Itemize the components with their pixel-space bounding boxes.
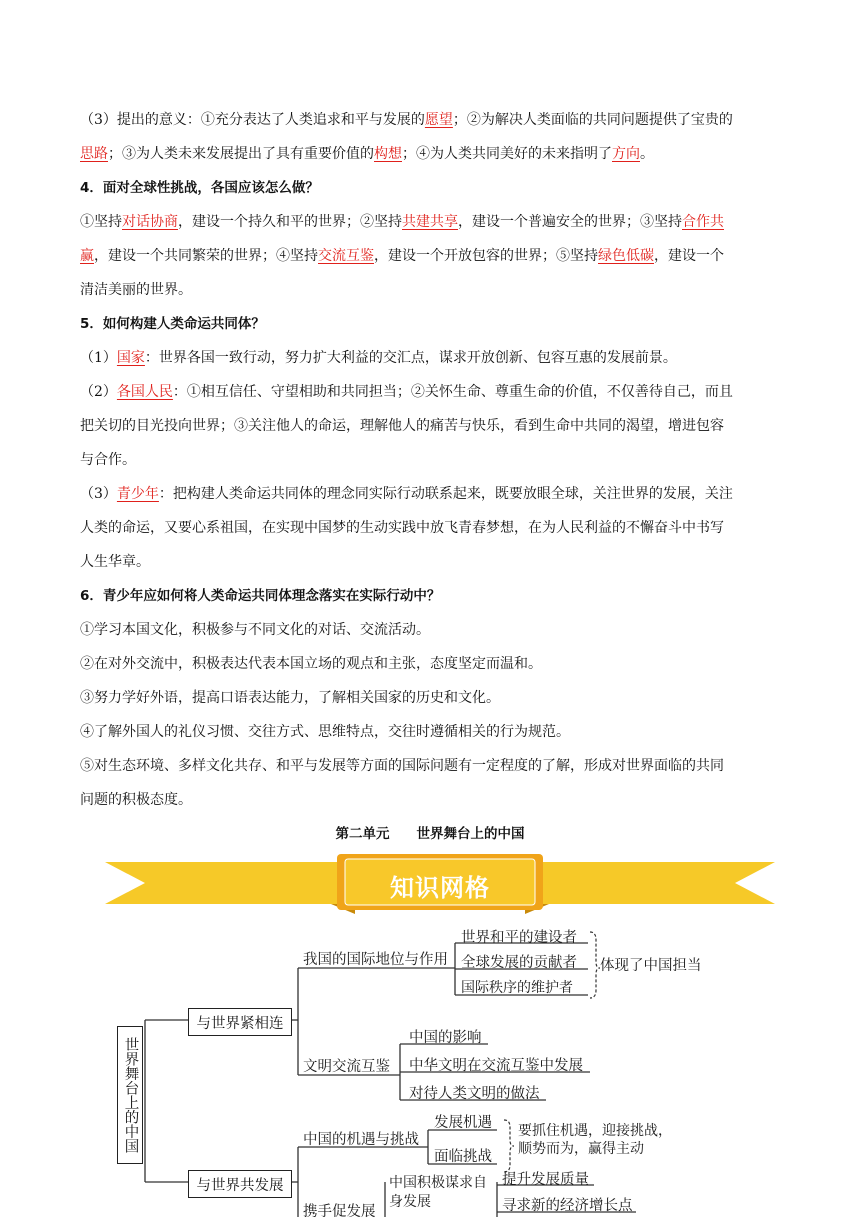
mindmap-node: 文明交流互鉴 [303,1059,390,1075]
q5-p2-line-2: 把关切的目光投向世界；③关注他人的命运，理解他人的痛苦与快乐，看到生命中共同的渴望，增进包容 [80,418,724,434]
mindmap-branch-2: 与世界共发展 [188,1170,292,1198]
mindmap-node: 国际秩序的维护者 [461,980,573,996]
significance-line-2 [80,144,654,164]
answer-blank: 方向 [612,146,640,162]
note-line: 顺势而为，赢得主动 [518,1141,644,1157]
mindmap-node [389,1174,487,1212]
q4-line-1 [80,212,724,232]
mindmap-node: 世界和平的建设者 [461,930,577,946]
significance-line-1 [80,110,733,130]
answer-blank: 各国人民 [116,384,173,400]
answer-blank: 思路 [80,146,108,162]
q5-p2-line-1 [80,382,733,402]
answer-blank: 赢 [80,248,94,264]
q6-item-2: ②在对外交流中，积极表达代表本国立场的观点和主张，态度坚定而温和。 [80,656,542,672]
q4-line-2 [80,246,724,266]
answer-blank: 共建共享 [402,214,458,230]
q5-p1 [80,348,677,368]
text: ，建设一个普遍安全的世界；③坚持 [458,214,682,230]
text: ，建设一个持久和平的世界；②坚持 [178,214,402,230]
answer-blank: 合作共 [682,214,724,230]
note-line: 要抓住机遇，迎接挑战， [518,1123,672,1139]
q5-p3-line-2: 人类的命运，又要心系祖国，在实现中国梦的生动实践中放飞青春梦想，在为人民利益的不懈奋斗中书写 [80,520,724,536]
answer-blank: 对话协商 [122,214,178,230]
banner-ribbon-left [105,862,355,904]
mindmap-branch-1: 与世界紧相连 [188,1008,292,1036]
mindmap-node: 对待人类文明的做法 [409,1086,540,1102]
answer-blank: 交流互鉴 [318,248,374,264]
answer-blank: 青少年 [116,486,159,502]
answer-blank: 国家 [116,350,145,366]
banner-ribbon-right [525,862,775,904]
q6-item-1: ①学习本国文化，积极参与不同文化的对话、交流活动。 [80,622,430,638]
mindmap-root: 世界舞台上的中国 [117,1026,143,1164]
text: ，建设一个共同繁荣的世界；④坚持 [94,248,318,264]
mindmap-node: 发展机遇 [434,1115,492,1131]
text: （3）提出的意义：①充分表达了人类追求和平与发展的 [80,112,425,128]
mindmap-node: 我国的国际地位与作用 [303,952,448,968]
mindmap-node: 携手促发展 [303,1204,376,1220]
answer-blank: 愿望 [424,112,453,128]
q6-item-3: ③努力学好外语，提高口语表达能力，了解相关国家的历史和文化。 [80,690,500,706]
answer-blank: 绿色低碳 [598,248,654,264]
banner-title: 知识网格 [390,873,490,902]
answer-blank: 构想 [374,146,402,162]
mindmap-node: 全球发展的贡献者 [461,955,577,971]
mindmap-node: 提升发展质量 [502,1172,589,1188]
text: ：①相互信任、守望相助和共同担当；②关怀生命、尊重生命的价值，不仅善待自己，而且 [172,384,733,400]
text: ，建设一个 [654,248,724,264]
node-line: 中国积极谋求自 [389,1175,487,1191]
mindmap-node: 寻求新的经济增长点 [502,1198,633,1214]
q5-p3-line-1 [80,484,733,504]
mindmap-note [518,1122,672,1158]
mindmap-note: 体现了中国担当 [600,958,702,974]
q5-p2-line-3: 与合作。 [80,452,136,468]
node-line: 身发展 [389,1194,431,1210]
mindmap-node: 面临挑战 [434,1149,492,1165]
q6-title: 6．青少年应如何将人类命运共同体理念落实在实际行动中？ [80,588,441,604]
mindmap-node: 中华文明在交流互鉴中发展 [409,1058,583,1074]
text: ：世界各国一致行动，努力扩大利益的交汇点，谋求开放创新、包容互惠的发展前景。 [144,350,677,366]
text: ①坚持 [80,214,122,230]
q5-p3-line-3: 人生华章。 [80,554,150,570]
text: 。 [640,146,654,162]
q6-item-4: ④了解外国人的礼仪习惯、交往方式、思维特点，交往时遵循相关的行为规范。 [80,724,570,740]
q5-title: 5．如何构建人类命运共同体？ [80,316,265,332]
unit-title: 第二单元 世界舞台上的中国 [335,826,525,842]
text: （2） [80,384,117,400]
q4-line-3: 清洁美丽的世界。 [80,282,192,298]
q6-item-5-line-1: ⑤对生态环境、多样文化共存、和平与发展等方面的国际问题有一定程度的了解，形成对世界面临的共同 [80,758,724,774]
text: （3） [80,486,117,502]
mindmap-node: 中国的机遇与挑战 [303,1132,419,1148]
text: ：把构建人类命运共同体的理念同实际行动联系起来，既要放眼全球，关注世界的发展，关注 [158,486,733,502]
text: ，建设一个开放包容的世界；⑤坚持 [374,248,598,264]
text: ；④为人类共同美好的未来指明了 [402,146,612,162]
text: ；③为人类未来发展提出了具有重要价值的 [108,146,374,162]
text: ；②为解决人类面临的共同问题提供了宝贵的 [452,112,733,128]
q6-item-5-line-2: 问题的积极态度。 [80,792,192,808]
q4-title: 4．面对全球性挑战，各国应该怎么做？ [80,180,319,196]
text: （1） [80,350,117,366]
mindmap-node: 中国的影响 [409,1030,482,1046]
